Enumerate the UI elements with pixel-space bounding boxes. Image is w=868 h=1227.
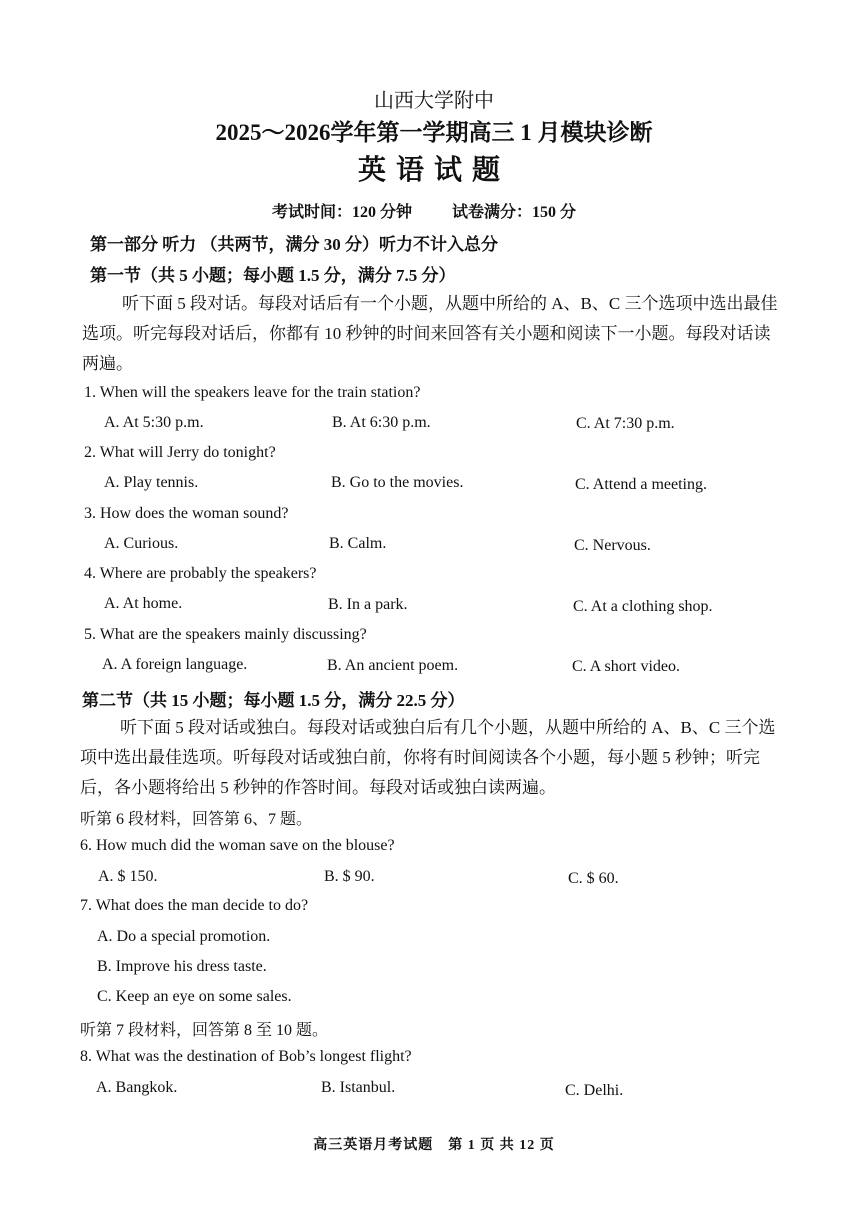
q5-option-a: A. A foreign language.	[102, 656, 248, 673]
section1-heading: 第一节（共 5 小题；每小题 1.5 分，满分 7.5 分）	[90, 266, 456, 285]
page-footer: 高三英语月考试题 第 1 页 共 12 页	[313, 1138, 555, 1153]
q3-option-a: A. Curious.	[104, 535, 179, 552]
section1-instruction	[82, 289, 782, 379]
q8-option-b: B. Istanbul.	[321, 1079, 396, 1096]
q3-option-b: B. Calm.	[329, 535, 387, 552]
q1-option-b: B. At 6:30 p.m.	[332, 414, 431, 431]
q1-option-a: A. At 5:30 p.m.	[104, 414, 204, 431]
q3-option-c: C. Nervous.	[574, 537, 651, 554]
question-4: 4. Where are probably the speakers?	[84, 565, 317, 582]
question-1: 1. When will the speakers leave for the train station?	[84, 384, 421, 401]
school-name: 山西大学附中	[374, 90, 494, 112]
question-6: 6. How much did the woman save on the blouse?	[80, 837, 395, 854]
question-2: 2. What will Jerry do tonight?	[84, 444, 276, 461]
subject-title: 英语试题	[357, 155, 510, 186]
q7-option-c: C. Keep an eye on some sales.	[97, 988, 292, 1005]
q6-option-b: B. $ 90.	[324, 868, 375, 885]
question-5: 5. What are the speakers mainly discussing?	[84, 626, 367, 643]
section2-heading: 第二节（共 15 小题；每小题 1.5 分，满分 22.5 分）	[82, 691, 465, 710]
q5-option-b: B. An ancient poem.	[327, 657, 459, 674]
q1-option-c: C. At 7:30 p.m.	[576, 415, 675, 432]
section1-instruction-text: 听下面 5 段对话。每段对话后有一个小题，从题中所给的 A、B、C 三个选项中选出最佳选项。听完每段对话后，你都有 10 秒钟的时间来回答有关小题和阅读下一小题。每段对话读两遍。	[82, 294, 778, 373]
q2-option-b: B. Go to the movies.	[331, 474, 464, 491]
question-8: 8. What was the destination of Bob’s longest flight?	[80, 1048, 412, 1065]
q4-option-c: C. At a clothing shop.	[573, 598, 713, 615]
question-3: 3. How does the woman sound?	[84, 505, 289, 522]
q2-option-c: C. Attend a meeting.	[575, 476, 707, 493]
material-6-note: 听第 6 段材料，回答第 6、7 题。	[80, 811, 313, 828]
q7-option-a: A. Do a special promotion.	[97, 928, 271, 945]
q5-option-c: C. A short video.	[572, 658, 681, 675]
q4-option-b: B. In a park.	[328, 596, 408, 613]
q2-option-a: A. Play tennis.	[104, 474, 199, 491]
q8-option-c: C. Delhi.	[565, 1082, 624, 1099]
q8-option-a: A. Bangkok.	[96, 1079, 178, 1096]
section2-instruction	[80, 713, 780, 803]
q4-option-a: A. At home.	[104, 595, 183, 612]
exam-meta	[272, 199, 576, 222]
question-7: 7. What does the man decide to do?	[80, 897, 309, 914]
exam-title: 2025～2026学年第一学期高三 1 月模块诊断	[215, 120, 653, 145]
section2-instruction-text: 听下面 5 段对话或独白。每段对话或独白后有几个小题，从题中所给的 A、B、C 三个选项中选出最佳选项。听每段对话或独白前，你将有时间阅读各个小题，每小题 5 秒钟；听完后，各小题将给出 5 秒钟的作答时间。每段对话或独白读两遍。	[80, 718, 776, 797]
exam-time: 考试时间：120 分钟	[272, 204, 413, 221]
part1-heading: 第一部分 听力 （共两节，满分 30 分）听力不计入总分	[90, 235, 498, 254]
q6-option-c: C. $ 60.	[568, 870, 619, 887]
q7-option-b: B. Improve his dress taste.	[97, 958, 267, 975]
material-7-note: 听第 7 段材料，回答第 8 至 10 题。	[80, 1022, 329, 1039]
exam-score: 试卷满分：150 分	[452, 204, 577, 221]
q6-option-a: A. $ 150.	[98, 868, 158, 885]
